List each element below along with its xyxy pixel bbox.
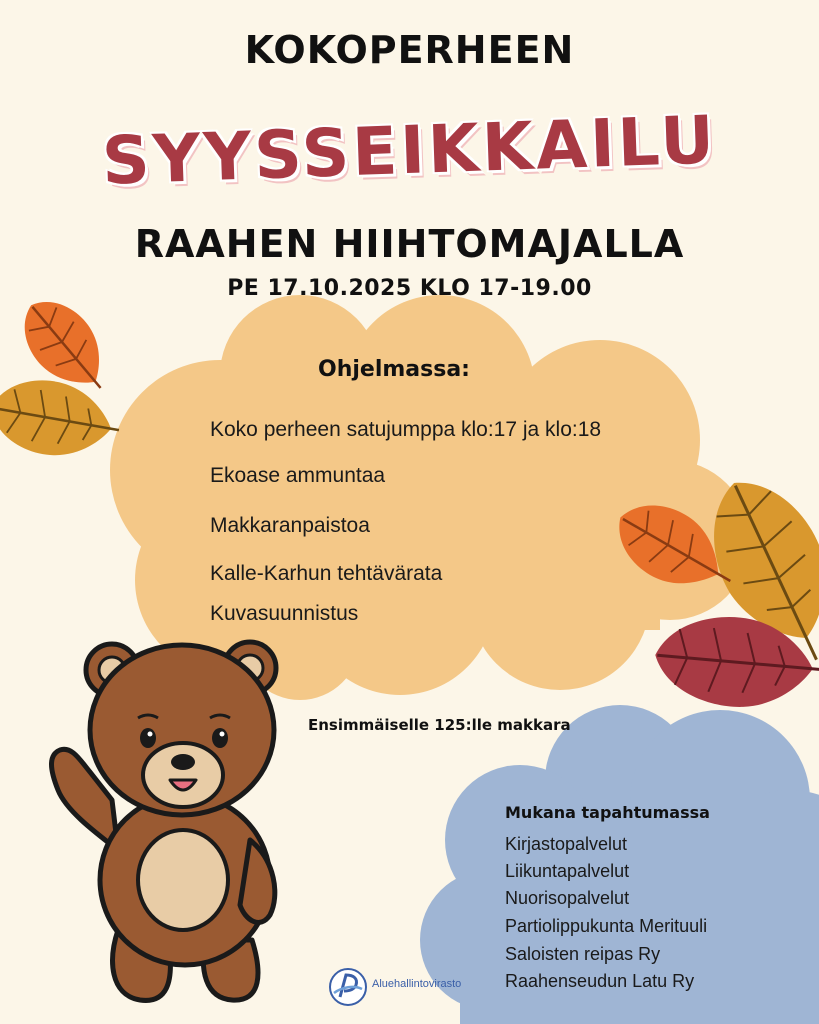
partners-heading: Mukana tapahtumassa (505, 803, 710, 822)
partner-item: Partiolippukunta Merituuli (505, 916, 708, 936)
avi-logo-text: Aluehallintovirasto (372, 978, 462, 990)
partner-item: Kirjastopalvelut (505, 834, 628, 854)
partner-item: Saloisten reipas Ry (505, 944, 661, 964)
partner-item: Liikuntapalvelut (505, 861, 630, 881)
partner-item: Nuorisopalvelut (505, 888, 630, 908)
avi-logo-icon (328, 967, 368, 1007)
bear-illustration-icon (52, 642, 277, 1000)
event-date: PE 17.10.2025 KLO 17-19.00 (227, 276, 592, 301)
program-item: Makkaranpaistoa (210, 514, 370, 537)
program-item: Ekoase ammuntaa (210, 464, 386, 487)
program-heading: Ohjelmassa: (318, 357, 470, 382)
event-venue: RAAHEN HIIHTOMAJALLA (134, 222, 685, 266)
program-item: Kuvasuunnistus (210, 602, 359, 625)
program-item: Kalle-Karhun tehtävärata (210, 562, 443, 585)
program-cloud (110, 295, 750, 700)
header-kicker: KOKOPERHEEN (244, 28, 575, 72)
partner-item: Raahenseudun Latu Ry (505, 971, 695, 991)
leaf-gold-left-icon (0, 371, 125, 466)
page-title: SYYSSEIKKAILU (100, 101, 719, 200)
program-item: Koko perheen satujumppa klo:17 ja klo:18 (210, 418, 602, 441)
sausage-note: Ensimmäiselle 125:lle makkara (308, 716, 571, 734)
